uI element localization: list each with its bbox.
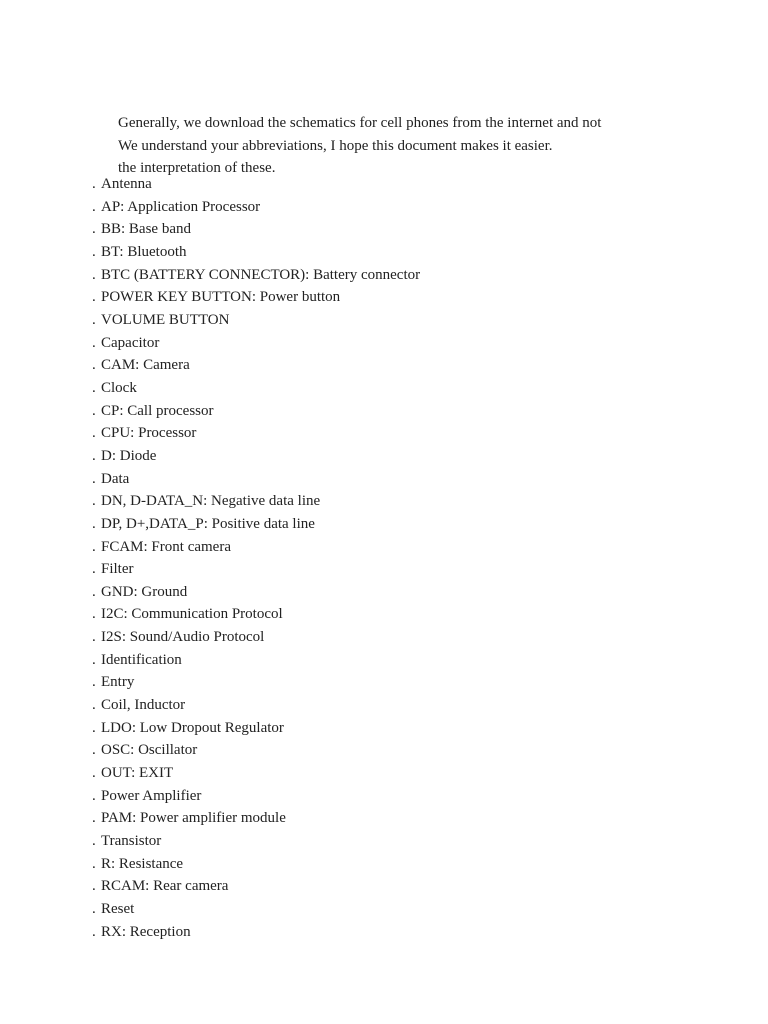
list-item-text: Entry <box>101 674 135 691</box>
intro-line: the interpretation of these. <box>118 160 276 176</box>
list-item-text: Filter <box>101 561 134 578</box>
list-item-text: Transistor <box>101 833 162 850</box>
list-item <box>92 264 732 287</box>
list-bullet: . <box>92 447 96 464</box>
list-item <box>92 468 732 491</box>
list-item-text: CPU: Processor <box>101 425 197 442</box>
list-item-text: BB: Base band <box>101 221 191 238</box>
list-bullet: . <box>92 470 96 487</box>
list-item-text: Capacitor <box>101 334 160 351</box>
list-item <box>92 581 732 604</box>
list-item-text: LDO: Low Dropout Regulator <box>101 719 284 736</box>
list-item <box>92 830 732 853</box>
list-item <box>92 603 732 626</box>
list-item-text: Clock <box>101 379 137 396</box>
list-item-text: GND: Ground <box>101 583 188 600</box>
list-item-text: VOLUME BUTTON <box>101 311 230 328</box>
list-item-text: RCAM: Rear camera <box>101 878 229 895</box>
list-bullet: . <box>92 697 96 714</box>
list-bullet: . <box>92 765 96 782</box>
list-bullet: . <box>92 629 96 646</box>
list-item-text: Identification <box>101 651 182 668</box>
list-item <box>92 354 732 377</box>
list-bullet: . <box>92 719 96 736</box>
list-item-text: RX: Reception <box>101 923 191 940</box>
list-bullet: . <box>92 493 96 510</box>
list-item <box>92 671 732 694</box>
list-item <box>92 694 732 717</box>
list-bullet: . <box>92 357 96 374</box>
list-item <box>92 807 732 830</box>
list-item-text: POWER KEY BUTTON: Power button <box>101 289 341 306</box>
list-bullet: . <box>92 561 96 578</box>
intro-line: Generally, we download the schematics for cell phones from the internet and not <box>118 115 602 131</box>
list-bullet: . <box>92 901 96 917</box>
list-item <box>92 558 732 581</box>
list-item <box>92 536 732 559</box>
list-item <box>92 762 732 785</box>
list-item-text: DN, D-DATA_N: Negative data line <box>101 493 321 510</box>
list-bullet: . <box>92 243 96 260</box>
list-item-text: CAM: Camera <box>101 357 190 374</box>
list-item <box>92 196 732 219</box>
list-bullet: . <box>92 311 96 328</box>
list-item <box>92 898 732 921</box>
list-item <box>92 332 732 355</box>
list-item <box>92 717 732 740</box>
list-item <box>92 649 732 672</box>
list-item <box>92 490 732 513</box>
list-item-text: D: Diode <box>101 447 157 464</box>
list-item <box>92 286 732 309</box>
list-item-text: I2C: Communication Protocol <box>101 606 283 623</box>
list-item <box>92 513 732 536</box>
list-item-text: Data <box>101 470 130 487</box>
list-bullet: . <box>92 402 96 419</box>
list-bullet: . <box>92 606 96 623</box>
list-bullet: . <box>92 833 96 850</box>
list-item <box>92 785 732 808</box>
list-item-text: Reset <box>101 901 135 917</box>
list-item-text: BT: Bluetooth <box>101 243 187 260</box>
list-item <box>92 309 732 332</box>
list-bullet: . <box>92 515 96 532</box>
list-item-text: DP, D+,DATA_P: Positive data line <box>101 515 315 532</box>
list-item <box>92 241 732 264</box>
list-item <box>92 626 732 649</box>
list-bullet: . <box>92 742 96 759</box>
list-item-text: Power Amplifier <box>101 787 202 804</box>
list-item <box>92 173 732 196</box>
list-bullet: . <box>92 674 96 691</box>
list-item <box>92 739 732 762</box>
list-item <box>92 853 732 876</box>
list-bullet: . <box>92 425 96 442</box>
list-bullet: . <box>92 583 96 600</box>
list-bullet: . <box>92 198 96 215</box>
list-bullet: . <box>92 855 96 872</box>
list-item-text: Antenna <box>101 176 152 192</box>
list-item <box>92 218 732 241</box>
list-item-text: AP: Application Processor <box>101 198 261 215</box>
list-bullet: . <box>92 923 96 940</box>
list-item-text: Coil, Inductor <box>101 697 186 714</box>
list-bullet: . <box>92 878 96 895</box>
list-item-text: FCAM: Front camera <box>101 538 231 555</box>
list-bullet: . <box>92 379 96 396</box>
list-item-text: OUT: EXIT <box>101 765 174 782</box>
list-item-text: PAM: Power amplifier module <box>101 810 286 827</box>
list-item <box>92 921 732 944</box>
list-item-text: OSC: Oscillator <box>101 742 198 759</box>
list-item-text: BTC (BATTERY CONNECTOR): Battery connector <box>101 266 421 283</box>
list-bullet: . <box>92 334 96 351</box>
list-bullet: . <box>92 538 96 555</box>
list-bullet: . <box>92 787 96 804</box>
list-item-text: R: Resistance <box>101 855 184 872</box>
list-item-text: CP: Call processor <box>101 402 214 419</box>
intro-paragraph <box>118 112 738 180</box>
list-item <box>92 377 732 400</box>
list-bullet: . <box>92 176 96 192</box>
list-item <box>92 400 732 423</box>
list-item-text: I2S: Sound/Audio Protocol <box>101 629 265 646</box>
list-bullet: . <box>92 289 96 306</box>
list-bullet: . <box>92 266 96 283</box>
list-bullet: . <box>92 810 96 827</box>
list-bullet: . <box>92 221 96 238</box>
list-item <box>92 445 732 468</box>
list-item <box>92 875 732 898</box>
list-item <box>92 422 732 445</box>
abbreviation-list <box>92 173 732 943</box>
intro-line: We understand your abbreviations, I hope this document makes it easier. <box>118 137 553 154</box>
list-bullet: . <box>92 651 96 668</box>
